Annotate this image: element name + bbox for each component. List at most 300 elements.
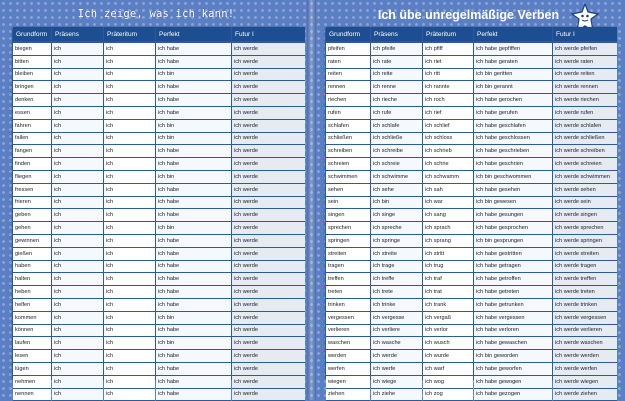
table-cell[interactable]: ich habe bbox=[156, 56, 231, 69]
table-row bbox=[13, 197, 305, 210]
table-cell[interactable]: ich werde bbox=[232, 337, 305, 350]
table-cell: werfen bbox=[326, 363, 370, 376]
table-cell[interactable]: ich werde bbox=[232, 158, 305, 171]
table-cell[interactable]: ich werde bbox=[232, 235, 305, 248]
table-cell[interactable]: ich bbox=[52, 145, 103, 158]
table-cell: ich werde treffen bbox=[553, 273, 617, 286]
table-cell[interactable]: ich bbox=[104, 81, 155, 94]
table-cell: ich schrie bbox=[423, 158, 473, 171]
table-cell[interactable]: nehmen bbox=[13, 376, 51, 389]
table-cell: ich habe getrunken bbox=[474, 299, 552, 312]
table-cell: ich reite bbox=[371, 69, 422, 82]
table-cell[interactable]: ich bbox=[52, 197, 103, 210]
table-row bbox=[13, 389, 305, 401]
table-cell: ich habe geworfen bbox=[474, 363, 552, 376]
table-cell[interactable]: gewinnen bbox=[13, 235, 51, 248]
table-cell: ich werde springen bbox=[553, 235, 617, 248]
table-cell[interactable]: halten bbox=[13, 273, 51, 286]
table-cell: ich bin geschwommen bbox=[474, 171, 552, 184]
table-cell: ich werde sein bbox=[553, 197, 617, 210]
table-cell[interactable]: fressen bbox=[13, 184, 51, 197]
table-row bbox=[13, 43, 305, 56]
table-cell: ich schließe bbox=[371, 133, 422, 146]
table-cell[interactable]: ich habe bbox=[156, 235, 231, 248]
table-cell[interactable]: ich bbox=[52, 312, 103, 325]
table-row bbox=[13, 312, 305, 325]
table-row bbox=[13, 81, 305, 94]
table-cell: ich werde sehen bbox=[553, 184, 617, 197]
table-cell[interactable]: ich bin bbox=[156, 69, 231, 82]
table-cell: ich wiege bbox=[371, 376, 422, 389]
table-cell[interactable]: ich bin bbox=[156, 337, 231, 350]
table-row bbox=[326, 337, 617, 350]
table-cell[interactable]: ich werde bbox=[232, 389, 305, 401]
table-cell: ich pfeife bbox=[371, 43, 422, 56]
table-cell: ich rate bbox=[371, 56, 422, 69]
table-cell: ich sehe bbox=[371, 184, 422, 197]
table-cell[interactable]: fliegen bbox=[13, 171, 51, 184]
table-row bbox=[13, 350, 305, 363]
table-row bbox=[326, 286, 617, 299]
table-cell[interactable]: können bbox=[13, 325, 51, 338]
table-cell: ich pfiff bbox=[423, 43, 473, 56]
table-cell[interactable]: ich bbox=[52, 376, 103, 389]
table-row bbox=[326, 197, 617, 210]
table-cell[interactable]: ich bbox=[52, 325, 103, 338]
table-cell[interactable]: ich bin bbox=[156, 120, 231, 133]
table-cell[interactable]: fallen bbox=[13, 133, 51, 146]
table-cell: ich trank bbox=[423, 299, 473, 312]
table-cell[interactable]: ich bbox=[52, 107, 103, 120]
table-cell[interactable]: ich werde bbox=[232, 222, 305, 235]
table-cell: ich werde ziehen bbox=[553, 389, 617, 401]
table-cell: rufen bbox=[326, 107, 370, 120]
table-cell[interactable]: ich bbox=[52, 43, 103, 56]
table-cell: rennen bbox=[326, 81, 370, 94]
table-row bbox=[13, 248, 305, 261]
table-row bbox=[13, 337, 305, 350]
table-row bbox=[326, 376, 617, 389]
table-cell[interactable]: ich bbox=[52, 350, 103, 363]
table-cell[interactable]: ich werde bbox=[232, 312, 305, 325]
table-cell[interactable]: ich bbox=[52, 261, 103, 274]
table-cell: schwimmen bbox=[326, 171, 370, 184]
table-row bbox=[13, 299, 305, 312]
table-cell: ich trug bbox=[423, 261, 473, 274]
table-cell: ich schlafe bbox=[371, 120, 422, 133]
table-cell[interactable]: ich bbox=[104, 69, 155, 82]
table-cell[interactable]: gehen bbox=[13, 222, 51, 235]
table-cell[interactable]: ich werde bbox=[232, 209, 305, 222]
table-cell[interactable]: ich bbox=[104, 107, 155, 120]
table-cell[interactable]: gießen bbox=[13, 248, 51, 261]
table-row bbox=[326, 171, 617, 184]
table-cell: ich bin geritten bbox=[474, 69, 552, 82]
table-cell[interactable]: laufen bbox=[13, 337, 51, 350]
table-cell: ich sang bbox=[423, 209, 473, 222]
table-cell[interactable]: ich habe bbox=[156, 145, 231, 158]
table-row bbox=[13, 107, 305, 120]
table-cell: ich sah bbox=[423, 184, 473, 197]
table-cell[interactable]: ich bbox=[104, 389, 155, 401]
table-cell[interactable]: ich habe bbox=[156, 325, 231, 338]
table-cell[interactable]: lesen bbox=[13, 350, 51, 363]
table-cell: trinken bbox=[326, 299, 370, 312]
table-cell: werden bbox=[326, 350, 370, 363]
table-cell[interactable]: ich bbox=[52, 248, 103, 261]
table-cell[interactable]: bitten bbox=[13, 56, 51, 69]
table-cell[interactable]: ich werde bbox=[232, 107, 305, 120]
table-cell: ich singe bbox=[371, 209, 422, 222]
table-cell: ich werde schwimmen bbox=[553, 171, 617, 184]
table-cell[interactable]: ich bbox=[104, 261, 155, 274]
table-cell[interactable]: biegen bbox=[13, 43, 51, 56]
table-cell[interactable]: ich bbox=[104, 197, 155, 210]
table-cell: ich habe gerochen bbox=[474, 94, 552, 107]
table-cell[interactable]: ich bbox=[52, 120, 103, 133]
table-cell[interactable]: heben bbox=[13, 286, 51, 299]
table-cell: schreiben bbox=[326, 145, 370, 158]
table-row bbox=[326, 363, 617, 376]
table-cell: ich werde bbox=[371, 350, 422, 363]
table-cell: ich werde waschen bbox=[553, 337, 617, 350]
table-cell: ich bin gesprungen bbox=[474, 235, 552, 248]
table-cell: ich spreche bbox=[371, 222, 422, 235]
right-verb-table bbox=[325, 27, 612, 398]
table-cell[interactable]: ich habe bbox=[156, 81, 231, 94]
table-cell[interactable]: ich bbox=[104, 337, 155, 350]
table-cell[interactable]: ich bbox=[104, 94, 155, 107]
table-cell: ich trete bbox=[371, 286, 422, 299]
table-cell[interactable]: ich bin bbox=[156, 222, 231, 235]
table-cell: ich habe geschrien bbox=[474, 158, 552, 171]
table-cell[interactable]: ich werde bbox=[232, 120, 305, 133]
table-cell: ich rannte bbox=[423, 81, 473, 94]
table-row bbox=[13, 325, 305, 338]
table-cell[interactable]: ich werde bbox=[232, 94, 305, 107]
table-cell: ich bin bbox=[371, 197, 422, 210]
table-cell[interactable]: ich habe bbox=[156, 197, 231, 210]
table-cell: tragen bbox=[326, 261, 370, 274]
right-page-title: Ich übe unregelmäßige Verben bbox=[377, 8, 560, 22]
table-cell: ich werde pfeifen bbox=[553, 43, 617, 56]
table-cell: ich schwamm bbox=[423, 171, 473, 184]
table-cell: ich werde raten bbox=[553, 56, 617, 69]
table-cell[interactable]: ich habe bbox=[156, 389, 231, 401]
table-cell: singen bbox=[326, 209, 370, 222]
table-cell: ich ziehe bbox=[371, 389, 422, 401]
table-cell: ich werde schließen bbox=[553, 133, 617, 146]
table-cell[interactable]: ich bbox=[52, 171, 103, 184]
table-cell[interactable]: fangen bbox=[13, 145, 51, 158]
table-cell: ich rief bbox=[423, 107, 473, 120]
table-cell[interactable]: ich bbox=[52, 222, 103, 235]
table-row bbox=[326, 389, 617, 401]
table-cell: ich renne bbox=[371, 81, 422, 94]
table-cell[interactable]: ich habe bbox=[156, 209, 231, 222]
table-row bbox=[326, 312, 617, 325]
table-cell[interactable]: ich bin bbox=[156, 171, 231, 184]
table-row bbox=[13, 120, 305, 133]
table-cell[interactable]: denken bbox=[13, 94, 51, 107]
table-cell[interactable]: ich werde bbox=[232, 171, 305, 184]
table-cell[interactable]: geben bbox=[13, 209, 51, 222]
table-cell[interactable]: ich werde bbox=[232, 81, 305, 94]
table-cell[interactable]: ich bbox=[104, 222, 155, 235]
table-cell: ich werde verlieren bbox=[553, 325, 617, 338]
table-cell: ziehen bbox=[326, 389, 370, 401]
table-cell: ich habe geschlossen bbox=[474, 133, 552, 146]
table-cell: ich rufe bbox=[371, 107, 422, 120]
table-cell: wiegen bbox=[326, 376, 370, 389]
table-cell: sprechen bbox=[326, 222, 370, 235]
table-cell: ich habe verloren bbox=[474, 325, 552, 338]
table-cell[interactable]: ich bbox=[52, 209, 103, 222]
table-cell[interactable]: ich bbox=[104, 363, 155, 376]
table-cell[interactable]: ich bbox=[104, 325, 155, 338]
column-header: Futur I bbox=[232, 27, 305, 43]
table-cell[interactable]: ich bbox=[104, 376, 155, 389]
table-cell[interactable]: ich habe bbox=[156, 43, 231, 56]
table-cell[interactable]: ich bbox=[104, 158, 155, 171]
table-cell[interactable]: ich bin bbox=[156, 312, 231, 325]
table-cell[interactable]: ich bbox=[52, 337, 103, 350]
table-cell[interactable]: ich habe bbox=[156, 261, 231, 274]
table-cell: ich werde trinken bbox=[553, 299, 617, 312]
table-row bbox=[13, 69, 305, 82]
column-header: Präteritum bbox=[423, 27, 473, 43]
table-cell: ich werde schlafen bbox=[553, 120, 617, 133]
table-row bbox=[13, 376, 305, 389]
table-cell[interactable]: helfen bbox=[13, 299, 51, 312]
column-header: Perfekt bbox=[156, 27, 231, 43]
table-cell[interactable]: bleiben bbox=[13, 69, 51, 82]
table-row bbox=[326, 273, 617, 286]
table-cell: ich rieche bbox=[371, 94, 422, 107]
table-cell[interactable]: ich werde bbox=[232, 248, 305, 261]
table-row bbox=[326, 261, 617, 274]
table-cell[interactable]: ich werde bbox=[232, 273, 305, 286]
table-cell[interactable]: ich habe bbox=[156, 376, 231, 389]
table-cell[interactable]: ich werde bbox=[232, 145, 305, 158]
table-cell[interactable]: bringen bbox=[13, 81, 51, 94]
table-cell[interactable]: ich habe bbox=[156, 350, 231, 363]
table-cell: ich werde rufen bbox=[553, 107, 617, 120]
table-cell: ich habe vergessen bbox=[474, 312, 552, 325]
table-cell: vergessen bbox=[326, 312, 370, 325]
table-cell[interactable]: ich bbox=[52, 133, 103, 146]
table-cell: ich sprach bbox=[423, 222, 473, 235]
table-cell[interactable]: haben bbox=[13, 261, 51, 274]
table-cell[interactable]: ich bbox=[104, 56, 155, 69]
table-row bbox=[13, 158, 305, 171]
table-cell[interactable]: ich bbox=[104, 171, 155, 184]
table-cell: streiten bbox=[326, 248, 370, 261]
table-cell: ich habe geraten bbox=[474, 56, 552, 69]
table-cell: ich schrieb bbox=[423, 145, 473, 158]
table-cell: ich stritt bbox=[423, 248, 473, 261]
table-cell[interactable]: ich habe bbox=[156, 286, 231, 299]
table-cell: ich habe geschlafen bbox=[474, 120, 552, 133]
table-cell[interactable]: ich werde bbox=[232, 184, 305, 197]
table-row bbox=[13, 363, 305, 376]
table-row bbox=[13, 184, 305, 197]
table-cell: sein bbox=[326, 197, 370, 210]
table-cell: ich schwimme bbox=[371, 171, 422, 184]
table-cell[interactable]: essen bbox=[13, 107, 51, 120]
table-cell: ich werde schreien bbox=[553, 158, 617, 171]
table-cell[interactable]: ich bbox=[104, 248, 155, 261]
table-cell: ich werde vergessen bbox=[553, 312, 617, 325]
column-header: Präsens bbox=[52, 27, 103, 43]
table-cell: ich habe gepfiffen bbox=[474, 43, 552, 56]
table-cell[interactable]: ich bbox=[104, 43, 155, 56]
table-cell[interactable]: ich bbox=[104, 299, 155, 312]
left-page-title: Ich zeige, was ich kann! bbox=[77, 8, 235, 20]
table-cell[interactable]: nennen bbox=[13, 389, 51, 401]
table-cell[interactable]: ich werde bbox=[232, 299, 305, 312]
table-cell[interactable]: ich bbox=[52, 363, 103, 376]
table-row bbox=[13, 171, 305, 184]
table-cell: riechen bbox=[326, 94, 370, 107]
table-cell[interactable]: lügen bbox=[13, 363, 51, 376]
table-cell: ich riet bbox=[423, 56, 473, 69]
table-cell[interactable]: ich bbox=[52, 286, 103, 299]
column-header: Grundform bbox=[326, 27, 370, 43]
table-cell[interactable]: ich habe bbox=[156, 94, 231, 107]
table-row bbox=[326, 56, 617, 69]
table-cell[interactable]: ich werde bbox=[232, 69, 305, 82]
table-cell[interactable]: ich bbox=[52, 158, 103, 171]
table-cell[interactable]: ich bbox=[104, 184, 155, 197]
table-cell: ich streite bbox=[371, 248, 422, 261]
table-cell[interactable]: ich habe bbox=[156, 184, 231, 197]
table-cell: ich habe gewogen bbox=[474, 376, 552, 389]
table-cell[interactable]: ich werde bbox=[232, 363, 305, 376]
table-cell: ich war bbox=[423, 197, 473, 210]
table-cell[interactable]: ich bbox=[104, 350, 155, 363]
table-cell[interactable]: ich bbox=[52, 184, 103, 197]
table-row bbox=[13, 222, 305, 235]
table-cell[interactable]: ich bbox=[52, 235, 103, 248]
table-cell: ich werde werden bbox=[553, 350, 617, 363]
table-cell: ich habe gesungen bbox=[474, 209, 552, 222]
table-cell: ich werde rennen bbox=[553, 81, 617, 94]
table-cell[interactable]: frieren bbox=[13, 197, 51, 210]
table-cell[interactable]: ich bbox=[104, 145, 155, 158]
table-cell[interactable]: ich bbox=[104, 286, 155, 299]
table-cell[interactable]: ich habe bbox=[156, 107, 231, 120]
table-cell[interactable]: ich bbox=[52, 273, 103, 286]
table-cell: springen bbox=[326, 235, 370, 248]
table-cell: ich springe bbox=[371, 235, 422, 248]
table-cell[interactable]: ich bbox=[52, 56, 103, 69]
table-cell[interactable]: ich bbox=[104, 120, 155, 133]
table-cell[interactable]: ich bbox=[104, 235, 155, 248]
table-cell[interactable]: ich habe bbox=[156, 299, 231, 312]
table-row bbox=[13, 261, 305, 274]
table-cell[interactable]: ich werde bbox=[232, 197, 305, 210]
table-cell: ich werde sprechen bbox=[553, 222, 617, 235]
table-cell[interactable]: ich bbox=[104, 209, 155, 222]
column-header: Perfekt bbox=[474, 27, 552, 43]
table-cell[interactable]: ich bin bbox=[156, 133, 231, 146]
table-cell: verlieren bbox=[326, 325, 370, 338]
table-cell: ich habe gezogen bbox=[474, 389, 552, 401]
table-cell[interactable]: ich werde bbox=[232, 325, 305, 338]
table-cell[interactable]: ich bbox=[52, 94, 103, 107]
table-cell[interactable]: ich bbox=[52, 299, 103, 312]
table-cell[interactable]: ich werde bbox=[232, 43, 305, 56]
table-row bbox=[13, 286, 305, 299]
table-cell[interactable]: ich werde bbox=[232, 286, 305, 299]
table-cell[interactable]: ich habe bbox=[156, 363, 231, 376]
table-cell: ich werde riechen bbox=[553, 94, 617, 107]
page-spine bbox=[307, 0, 316, 400]
table-cell[interactable]: ich werde bbox=[232, 376, 305, 389]
table-cell[interactable]: ich werde bbox=[232, 133, 305, 146]
table-cell[interactable]: ich werde bbox=[232, 56, 305, 69]
table-cell: ich habe geschrieben bbox=[474, 145, 552, 158]
column-header: Präteritum bbox=[104, 27, 155, 43]
table-cell: ich trage bbox=[371, 261, 422, 274]
table-row bbox=[13, 209, 305, 222]
table-row bbox=[326, 248, 617, 261]
table-row bbox=[326, 184, 617, 197]
table-cell: ich werde reiten bbox=[553, 69, 617, 82]
table-cell: pfeifen bbox=[326, 43, 370, 56]
table-cell: ich schreibe bbox=[371, 145, 422, 158]
column-header: Grundform bbox=[13, 27, 51, 43]
table-cell[interactable]: ich habe bbox=[156, 248, 231, 261]
table-cell: ich werde singen bbox=[553, 209, 617, 222]
table-cell[interactable]: ich werde bbox=[232, 350, 305, 363]
table-cell[interactable]: ich werde bbox=[232, 261, 305, 274]
table-cell[interactable]: ich habe bbox=[156, 273, 231, 286]
table-cell: ich vergesse bbox=[371, 312, 422, 325]
table-cell[interactable]: ich bbox=[104, 273, 155, 286]
table-cell: raten bbox=[326, 56, 370, 69]
table-cell[interactable]: ich bbox=[52, 81, 103, 94]
table-cell: ich wurde bbox=[423, 350, 473, 363]
table-cell[interactable]: ich bbox=[104, 312, 155, 325]
table-cell[interactable]: ich bbox=[104, 133, 155, 146]
table-cell: ich habe getreten bbox=[474, 286, 552, 299]
table-cell: ich habe gewaschen bbox=[474, 337, 552, 350]
table-cell: ich schreie bbox=[371, 158, 422, 171]
table-cell: ich verliere bbox=[371, 325, 422, 338]
column-header: Präsens bbox=[371, 27, 422, 43]
table-cell[interactable]: ich bbox=[52, 69, 103, 82]
table-cell: ich trinke bbox=[371, 299, 422, 312]
table-cell: schließen bbox=[326, 133, 370, 146]
table-cell: ich werde streiten bbox=[553, 248, 617, 261]
table-cell[interactable]: kommen bbox=[13, 312, 51, 325]
table-cell: ich bin gewesen bbox=[474, 197, 552, 210]
table-cell: ich bin gerannt bbox=[474, 81, 552, 94]
table-cell: ich habe gesehen bbox=[474, 184, 552, 197]
table-cell: ich wasche bbox=[371, 337, 422, 350]
table-cell: ich werfe bbox=[371, 363, 422, 376]
table-row bbox=[326, 222, 617, 235]
table-cell: ich habe gerufen bbox=[474, 107, 552, 120]
table-cell[interactable]: fahren bbox=[13, 120, 51, 133]
table-row bbox=[13, 56, 305, 69]
table-cell[interactable]: finden bbox=[13, 158, 51, 171]
table-cell: ich schloss bbox=[423, 133, 473, 146]
table-cell[interactable]: ich bbox=[52, 389, 103, 401]
table-cell[interactable]: ich habe bbox=[156, 158, 231, 171]
